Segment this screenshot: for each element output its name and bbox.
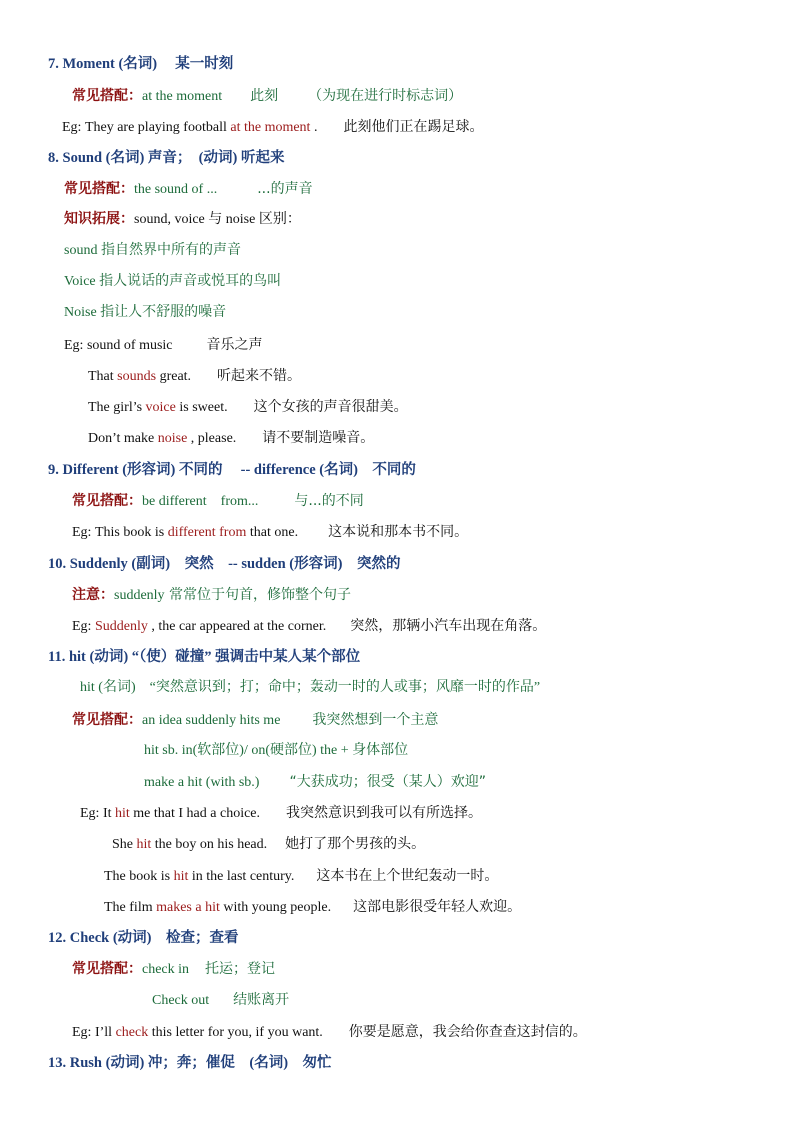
example-highlight-2: from [219,525,247,540]
example-end: with young people. [219,900,332,915]
example-label: Eg: [72,619,92,634]
example-text: They are playing football [84,120,231,135]
section-9-example [72,522,468,543]
example-text: The girl’s [88,400,146,415]
example-highlight: at the moment [230,120,311,135]
section-10-heading: 10. Suddenly (副词) 突然 -- sudden (形容词) 突然的 [48,556,401,572]
note-label: 注意： [72,588,114,603]
section-12-heading: 12. Check (动词) 检查；查看 [48,930,239,946]
example-text: She [112,837,137,852]
section-7-example [62,117,483,138]
collocation-meaning: 结账离开 [233,992,290,1008]
example-text: sound of music [86,338,173,353]
collocation-label: 常见搭配： [72,494,142,509]
example-text: , the car appeared at the corner. [147,619,327,634]
note-word: suddenly [114,588,165,603]
section-11-collocation-2: hit sb. in(软部位)/ on(硬部位) the + 身体部位 [144,743,409,758]
collocation-label: 常见搭配： [72,713,142,728]
example-end: the boy on his head. [151,837,268,852]
section-9-heading: 9. Different (形容词) 不同的 -- difference (名词) 不同的 [48,462,416,478]
example-translation: 她打了那个男孩的头。 [285,836,426,852]
example-end: . [310,120,318,135]
example-text: The book is [104,869,174,884]
example-translation: 这部电影很受年轻人欢迎。 [353,899,522,915]
section-11-example-2 [112,834,425,855]
example-highlight: sounds [117,369,157,384]
collocation-text: be different from... [142,494,259,509]
collocation-label: 常见搭配： [64,182,134,197]
example-translation: 音乐之声 [206,337,263,353]
example-label: Eg: [62,120,82,135]
section-12-collocation-2 [152,990,289,1011]
example-highlight: Suddenly [94,619,148,634]
section-13-heading: 13. Rush (动词) 冲；奔；催促 (名词) 匆忙 [48,1055,332,1071]
collocation-meaning: “大获成功；很受（某人）欢迎” [289,774,486,790]
collocation-text: Check out [152,993,210,1008]
example-end: that one. [246,525,299,540]
example-highlight: hit [115,806,130,821]
section-11-collocation-1 [72,710,438,731]
example-label: Eg: [80,806,100,821]
section-11-heading: 11. hit (动词) “（使）碰撞” 强调击中某人某个部位 [48,649,361,665]
example-translation: 你要是愿意，我会给你查查这封信的。 [348,1024,587,1040]
example-translation: 我突然意识到我可以有所选择。 [286,805,483,821]
example-translation: 这本书在上个世纪轰动一时。 [316,868,499,884]
extension-text: sound, voice 与 noise 区别： [134,212,301,227]
section-8-example-2 [88,366,301,387]
example-text: The film [104,900,157,915]
collocation-label: 常见搭配： [72,962,142,977]
example-highlight: check [115,1025,149,1040]
section-7-collocation [72,86,462,107]
example-end: me that I had a choice. [129,806,261,821]
example-translation: 请不要制造噪音。 [262,430,375,446]
section-11-example-3 [104,866,498,887]
collocation-meaning: 与...的不同 [294,493,364,509]
example-translation: 这本说和那本书不同。 [328,524,469,540]
collocation-meaning: ...的声音 [257,181,313,197]
example-text: That [88,369,118,384]
collocation-text: an idea suddenly hits me [142,713,281,728]
collocation-text: check in [142,962,190,977]
example-highlight: noise [157,431,188,446]
section-10-note [72,585,351,606]
section-8-collocation [64,179,313,200]
section-11-collocation-3 [144,772,486,793]
example-highlight: hit [136,837,152,852]
collocation-label: 常见搭配： [72,89,142,104]
example-end: great. [156,369,192,384]
section-8-example-3 [88,397,408,418]
example-text: I’ll [94,1025,116,1040]
section-10-example [72,616,546,637]
section-12-collocation-1 [72,959,275,980]
section-8-heading: 8. Sound (名词) 声音； (动词) 听起来 [48,150,285,166]
section-11-example-1 [80,803,482,824]
example-text: It [102,806,116,821]
example-translation: 此刻他们正在踢足球。 [343,119,484,135]
example-end: in the last century. [188,869,295,884]
extension-label: 知识拓展： [64,212,134,227]
section-11-example-4 [104,897,521,918]
section-8-example-1 [64,335,263,356]
example-highlight: hit [173,869,189,884]
note-text: 常常位于句首，修饰整个句子 [164,587,352,603]
definition-noise: Noise 指让人不舒服的噪音 [64,305,227,320]
collocation-text: at the moment [142,89,223,104]
section-8-extension [64,210,301,230]
definition-sound: sound 指自然界中所有的声音 [64,243,241,258]
example-translation: 突然，那辆小汽车出现在角落。 [350,618,547,634]
example-text: This book is [94,525,168,540]
section-9-collocation [72,491,364,512]
example-translation: 这个女孩的声音很甜美。 [253,399,408,415]
example-highlight: makes a hit [156,900,220,915]
collocation-text: make a hit (with sb.) [144,775,260,790]
collocation-meaning: 托运；登记 [205,961,276,977]
example-end: is sweet. [175,400,228,415]
example-translation: 听起来不错。 [217,368,302,384]
example-label: Eg: [72,1025,92,1040]
collocation-meaning: 此刻 [250,88,279,104]
collocation-note: （为现在进行时标志词） [308,88,463,104]
collocation-meaning: 我突然想到一个主意 [312,712,439,728]
definition-voice: Voice 指人说话的声音或悦耳的鸟叫 [64,274,282,289]
section-7-heading: 7. Moment (名词) 某一时刻 [48,56,234,72]
section-8-example-4 [88,428,374,449]
example-label: Eg: [64,338,84,353]
section-12-example [72,1022,587,1043]
section-11-noun-meaning: hit (名词) “突然意识到；打；命中；轰动一时的人或事；风靡一时的作品” [80,680,541,695]
example-end: this letter for you, if you want. [148,1025,323,1040]
example-highlight: different [167,525,216,540]
example-highlight: voice [145,400,176,415]
collocation-text: the sound of ... [134,182,218,197]
example-end: , please. [187,431,237,446]
example-text: Don’t make [88,431,158,446]
example-label: Eg: [72,525,92,540]
